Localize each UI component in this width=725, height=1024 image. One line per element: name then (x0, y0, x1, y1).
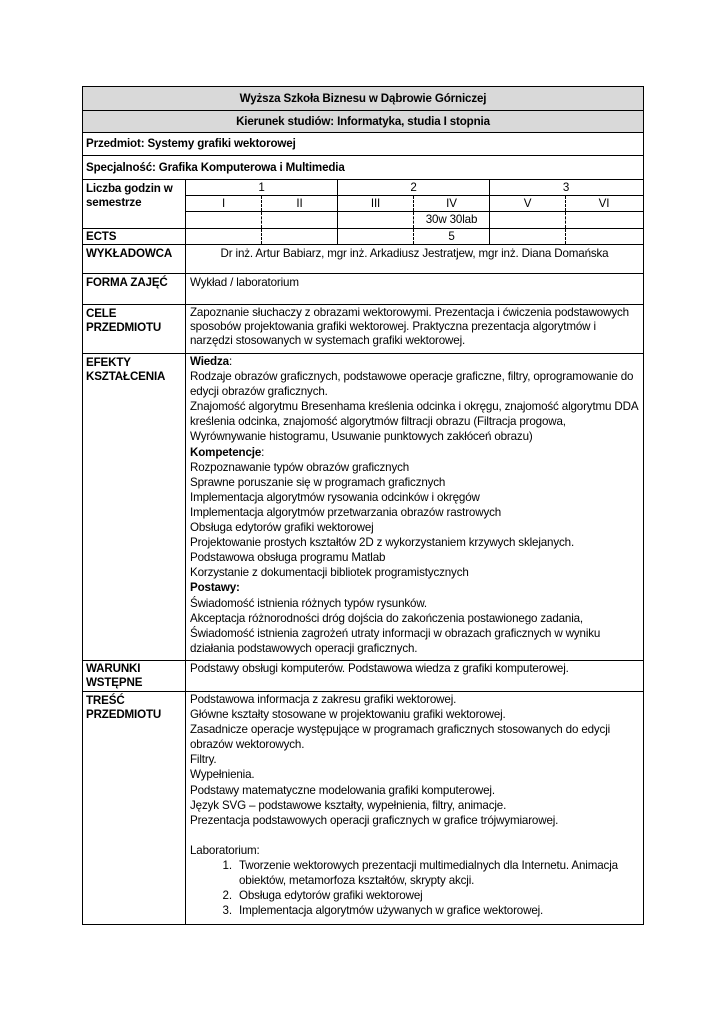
lab-item: 3. Implementacja algorytmów używanych w grafice wektorowej. (235, 903, 639, 918)
form-label: FORMA ZAJĘĆ (83, 274, 186, 304)
hours-value-cell: 30w 30lab (414, 212, 490, 228)
knowledge-item: Znajomość algorytmu Bresenhama kreślenia odcinka i okręgu, znajomość algorytmu DDA kreślenia odcinka, znajomość algorytmów filtracji obrazu (Filtracja progowa, Wyrównywanie histogramu, Usuwanie punktowych zakłóceń obrazu) (190, 400, 638, 444)
lab-item: 1. Tworzenie wektorowych prezentacji multimedialnych dla Internetu. Animacja obiektów, metamorfoza kształtów, skrypty akcji. (235, 858, 639, 888)
content-row (82, 692, 644, 925)
prereq-label: WARUNKI WSTĘPNE (83, 661, 186, 691)
skills-title: Kompetencje (190, 445, 262, 459)
content-label: TREŚĆ PRZEDMIOTU (83, 692, 186, 924)
prereq-value: Podstawy obsługi komputerów. Podstawowa wiedza z grafiki komputerowej. (190, 662, 569, 675)
lab-list (190, 858, 639, 918)
school-name: Wyższa Szkoła Biznesu w Dąbrowie Górniczej (239, 91, 487, 105)
ects-row (82, 229, 644, 245)
year-header-row (186, 180, 643, 196)
content-item: Podstawy matematyczne modelowania grafiki komputerowej. (190, 783, 495, 797)
ects-label: ECTS (83, 229, 186, 244)
attitude-item: Świadomość istnienia różnych typów rysunków. (190, 596, 427, 610)
goals-value: Zapoznanie słuchaczy z obrazami wektorowymi. Prezentacja i ćwiczenia podstawowych sposobów projektowania grafiki wektorowej. Praktyczna prezentacja algorytmów i narzędzi stosowanych w systemach grafiki wektorowej. (190, 306, 629, 347)
content-item: Wypełnienia. (190, 768, 255, 782)
hours-grid (186, 180, 643, 228)
content-item: Prezentacja podstawowych operacji graficznych w grafice trójwymiarowej. (190, 813, 559, 827)
skills-heading (190, 445, 639, 460)
subject-row (82, 133, 644, 156)
hours-value-cell (262, 212, 338, 228)
form-row (82, 274, 644, 305)
outcomes-label: EFEKTY KSZTAŁCENIA (83, 354, 186, 660)
knowledge-heading (190, 354, 639, 369)
hours-label: Liczba godzin w semestrze (83, 180, 186, 228)
ects-value-cell (186, 229, 262, 244)
hours-values-row (186, 212, 643, 228)
knowledge-colon: : (228, 355, 233, 368)
ects-value-cell (338, 229, 414, 244)
content-value (186, 692, 643, 924)
hours-value-cell (186, 212, 262, 228)
specialty-row (82, 156, 644, 180)
skill-item: Obsługa edytorów grafiki wektorowej (190, 521, 374, 535)
content-item: Filtry. (190, 753, 217, 767)
year-cell: 2 (338, 180, 490, 195)
lecturer-value: Dr inż. Artur Babiarz, mgr inż. Arkadiusz Jestratjew, mgr inż. Diana Domańska (220, 247, 609, 260)
subject-name: Przedmiot: Systemy grafiki wektorowej (86, 137, 296, 150)
lecturer-row (82, 245, 644, 274)
semester-cell: V (490, 196, 566, 211)
goals-label: CELE PRZEDMIOTU (83, 305, 186, 353)
skill-item: Projektowanie prostych kształtów 2D z wykorzystaniem krzywych sklejanych. (190, 536, 575, 550)
hours-value-cell (338, 212, 414, 228)
skills-colon: : (261, 445, 265, 459)
syllabus-table (82, 86, 644, 925)
attitude-item: Akceptacja różnorodności dróg dojścia do zakończenia postawionego zadania, (190, 611, 584, 625)
skill-item: Rozpoznawanie typów obrazów graficznych (190, 460, 410, 474)
year-cell: 1 (186, 180, 338, 195)
program-name: Kierunek studiów: Informatyka, studia I stopnia (236, 114, 490, 128)
semester-cell: I (186, 196, 262, 211)
ects-values-row (186, 229, 643, 244)
hours-value-cell (490, 212, 566, 228)
content-item: Zasadnicze operacje występujące w programach graficznych stosowanych do edycji obrazów wektorowych. (190, 723, 611, 752)
attitudes-heading (190, 580, 639, 595)
specialty-name: Specjalność: Grafika Komputerowa i Multimedia (86, 160, 345, 174)
lecturer-label: WYKŁADOWCA (83, 245, 186, 273)
ects-value-cell: 5 (414, 229, 490, 244)
skill-item: Implementacja algorytmów rysowania odcinków i okręgów (190, 490, 480, 504)
content-item: Język SVG – podstawowe kształty, wypełnienia, filtry, animacje. (190, 798, 507, 812)
semester-cell: VI (598, 197, 610, 210)
lab-heading: Laboratorium: (190, 843, 260, 857)
skill-item: Korzystanie z dokumentacji bibliotek programistycznych (190, 566, 469, 580)
form-value: Wykład / laboratorium (190, 276, 299, 289)
skill-item: Sprawne poruszanie się w programach graficznych (190, 475, 446, 489)
semester-header-row (186, 196, 643, 212)
content-item: Podstawowa informacja z zakresu grafiki wektorowej. (190, 693, 457, 706)
goals-row (82, 305, 644, 354)
semester-cell: II (262, 196, 338, 211)
ects-value-cell (262, 229, 338, 244)
year-cell: 3 (562, 181, 570, 194)
attitudes-title: Postawy: (190, 581, 240, 595)
hours-value-cell (566, 212, 642, 228)
semester-cell: III (338, 196, 414, 211)
ects-value-cell (490, 229, 566, 244)
skill-item: Implementacja algorytmów przetwarzania obrazów rastrowych (190, 505, 502, 519)
attitude-item: Świadomość istnienia zagrożeń utraty informacji w obrazach graficznych w wyniku działania podstawowych operacji graficznych. (190, 626, 601, 655)
outcomes-row (82, 354, 644, 661)
prereq-row (82, 661, 644, 692)
knowledge-title: Wiedza (190, 355, 229, 368)
knowledge-item: Rodzaje obrazów graficznych, podstawowe operacje graficzne, filtry, oprogramowanie do edycji obrazów graficznych. (190, 370, 634, 399)
outcomes-value (186, 354, 643, 660)
hours-row (82, 180, 644, 229)
program-header (82, 111, 644, 133)
skill-item: Podstawowa obsługa programu Matlab (190, 551, 386, 565)
ects-grid (186, 229, 643, 244)
ects-value-cell (566, 229, 642, 244)
semester-cell: IV (414, 196, 490, 211)
lab-item: 2. Obsługa edytorów grafiki wektorowej (235, 888, 639, 903)
content-item: Główne kształty stosowane w projektowaniu grafiki wektorowej. (190, 708, 506, 722)
school-header (82, 87, 644, 111)
